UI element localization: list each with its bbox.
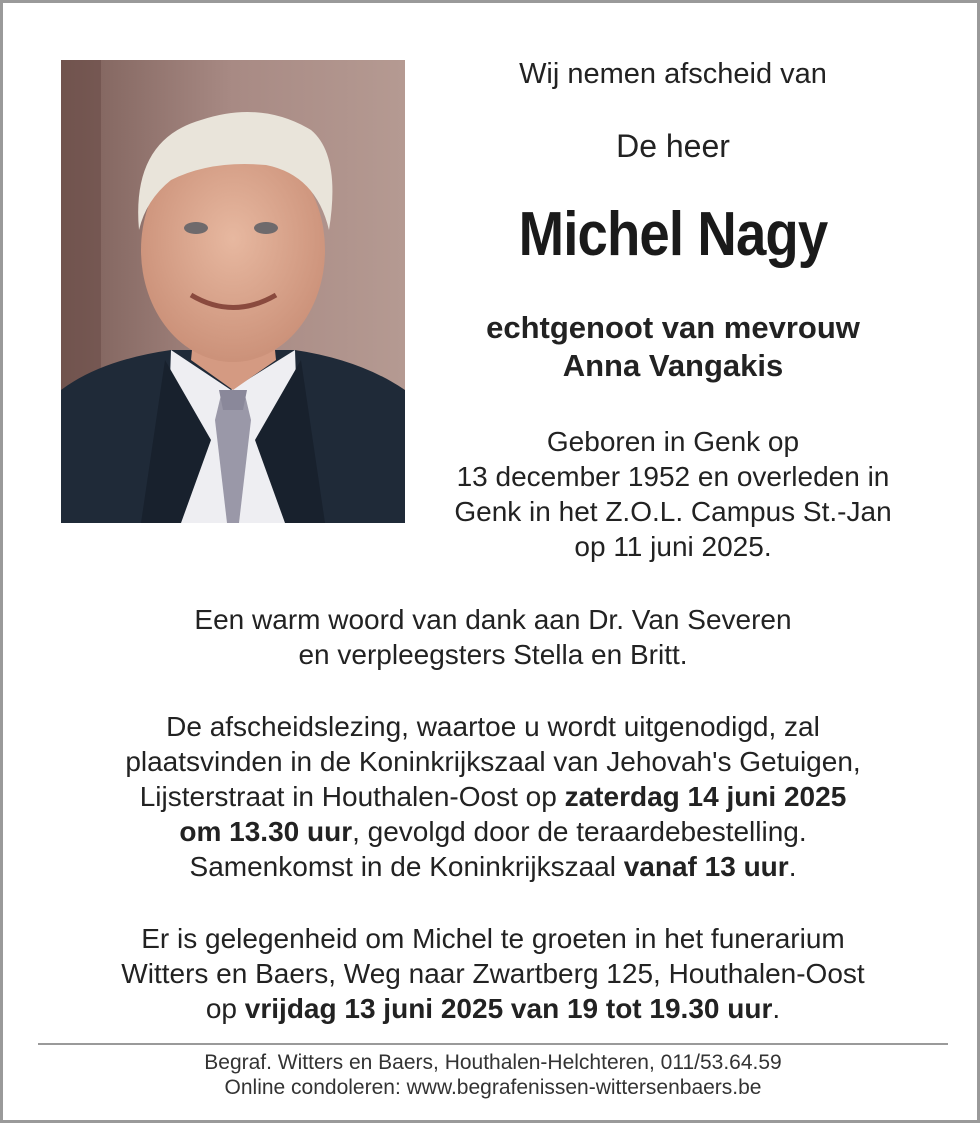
thanks-paragraph <box>43 602 943 672</box>
lecture-time: om 13.30 uur <box>179 816 353 847</box>
salutation: De heer <box>616 128 730 164</box>
condolence-link: Online condoleren: www.begrafenissen-wittersenbaers.be <box>224 1076 762 1099</box>
lecture-date: zaterdag 14 juni 2025 <box>564 781 847 812</box>
birth-line: Genk in het Z.O.L. Campus St.-Jan <box>454 496 892 527</box>
visitation-paragraph <box>43 921 943 1026</box>
footer-divider <box>38 1043 948 1045</box>
intro-text: Wij nemen afscheid van <box>519 58 827 90</box>
deceased-name: Michel Nagy <box>518 200 828 269</box>
lecture-text: Lijsterstraat in Houthalen-Oost op <box>139 781 565 812</box>
visitation-text: . <box>772 993 781 1024</box>
spouse-block <box>423 309 923 385</box>
visitation-line: Er is gelegenheid om Michel te groeten in het funerarium <box>141 923 845 954</box>
lecture-text: Samenkomst in de Koninkrijkszaal <box>189 851 624 882</box>
spouse-name: Anna Vangakis <box>562 348 784 383</box>
portrait-photo <box>61 60 405 523</box>
birth-line: Geboren in Genk op <box>546 426 800 457</box>
visitation-line <box>43 991 943 1026</box>
thanks-line: Een warm woord van dank aan Dr. Van Severen <box>194 604 792 635</box>
birth-death-info <box>413 424 933 564</box>
lecture-line: De afscheidslezing, waartoe u wordt uitgenodigd, zal <box>166 711 820 742</box>
lecture-line <box>43 849 943 884</box>
visitation-datetime: vrijdag 13 juni 2025 van 19 tot 19.30 uur <box>244 993 773 1024</box>
lecture-line: plaatsvinden in de Koninkrijkszaal van Jehovah's Getuigen, <box>125 746 861 777</box>
lecture-line <box>43 814 943 849</box>
lecture-paragraph <box>43 709 943 884</box>
funeral-home-footer <box>43 1050 943 1100</box>
lecture-line <box>43 779 943 814</box>
visitation-line: Witters en Baers, Weg naar Zwartberg 125, Houthalen-Oost <box>121 958 865 989</box>
funeral-home-contact: Begraf. Witters en Baers, Houthalen-Helchteren, 011/53.64.59 <box>204 1051 782 1074</box>
birth-line: op 11 juni 2025. <box>574 531 772 562</box>
birth-line: 13 december 1952 en overleden in <box>456 461 890 492</box>
lecture-text: , gevolgd door de teraardebestelling. <box>352 816 807 847</box>
gathering-time: vanaf 13 uur <box>623 851 789 882</box>
lecture-text: . <box>788 851 797 882</box>
visitation-text: op <box>205 993 245 1024</box>
thanks-line: en verpleegsters Stella en Britt. <box>298 639 688 670</box>
spouse-line: echtgenoot van mevrouw <box>486 310 860 345</box>
